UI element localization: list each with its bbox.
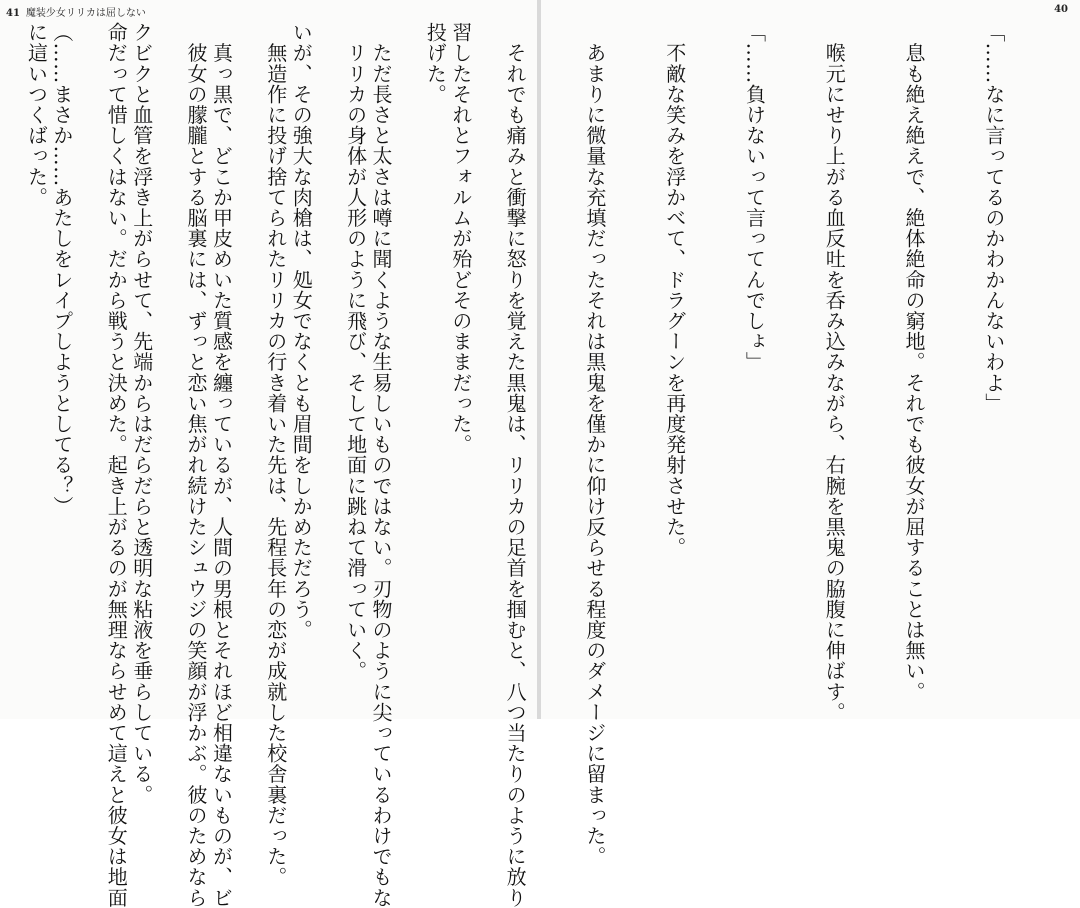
text-column: それでも痛みと衝撃に怒りを覚えた黒鬼は、リリカの足首を掴むと、八つ当たりのように放り xyxy=(503,22,528,908)
running-title: 魔装少女リリカは屈しない xyxy=(25,8,146,19)
text-column: 喉元にせり上がる血反吐を呑み込みながら、右腕を黒鬼の脇腹に伸ばす。 xyxy=(822,22,847,723)
left-page-number: 41 xyxy=(6,8,20,19)
text-column: 彼女の朦朧とする脳裏には、ずっと恋い焦がれ続けたシュウジの笑顔が浮かぶ。彼のためなら xyxy=(184,22,208,908)
right-page-header xyxy=(1054,4,1074,15)
right-page-number: 40 xyxy=(1054,4,1068,15)
text-column: 投げた。 xyxy=(423,22,448,105)
text-column: （……まさか……あたしをレイプしようとしてる？） xyxy=(49,22,74,517)
text-column: 習したそれとフォルムが殆どそのままだった。 xyxy=(448,22,473,455)
text-column: 命だって惜しくはない。だから戦うと決めた。起き上がるのが無理ならせめて這えと彼女は地面 xyxy=(104,22,129,908)
text-column: 真っ黒で、どこか甲皮めいた質感を纏っているが、人間の男根とそれほど相違ないものが、ビ xyxy=(209,22,234,908)
text-column: いが、その強大な肉槍は、処女でなくとも眉間をしかめただろう。 xyxy=(289,22,314,640)
text-column: リリカの身体が人形のように飛び、そして地面に跳ねて滑っていく。 xyxy=(343,22,368,682)
text-column: 「……なに言ってるのかわかんないわよ」 xyxy=(981,22,1006,414)
text-column: ただ長さと太さは噂に聞くような生易しいものではない。刃物のように尖っているわけでもな xyxy=(369,22,394,908)
left-page-header xyxy=(6,4,146,19)
text-column: クビクと血管を浮き上がらせて、先端からはだらだらと透明な粘液を垂らしている。 xyxy=(129,22,154,805)
text-column: 無造作に投げ捨てられたリリカの行き着いた先は、先程長年の恋が成就した校舎裏だった。 xyxy=(263,22,288,888)
text-column: 息も絶え絶えで、絶体絶命の窮地。それでも彼女が屈することは無い。 xyxy=(902,22,927,702)
text-column: あまりに微量な充填だったそれは黒鬼を僅かに仰け反らせる程度のダメージに留まった。 xyxy=(582,22,607,867)
text-column: 不敵な笑みを浮かべて、ドラグーンを再度発射させた。 xyxy=(662,22,687,558)
text-column: 「……負けないって言ってんでしょ」 xyxy=(742,22,767,373)
text-column: に這いつくばった。 xyxy=(24,22,49,208)
